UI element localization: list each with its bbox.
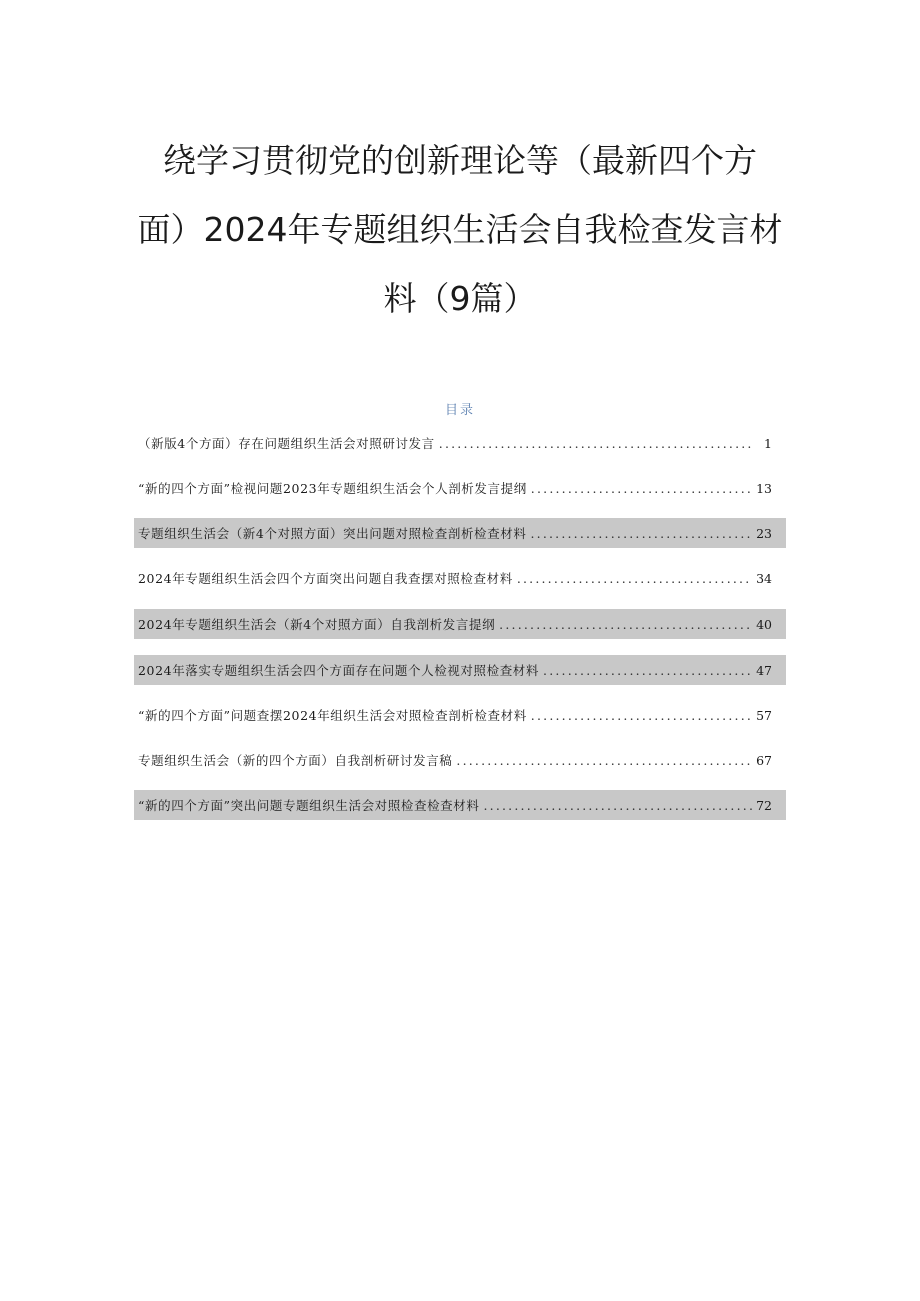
toc-entry-page: 40	[756, 616, 772, 632]
toc-leader-dots	[456, 753, 752, 768]
toc-entry[interactable]	[134, 700, 786, 730]
document-title	[110, 132, 810, 318]
toc-entry-title: 2024年落实专题组织生活会四个方面存在问题个人检视对照检查材料	[138, 663, 540, 678]
toc-heading: 目录	[444, 403, 475, 418]
toc-entry-page: 23	[756, 525, 772, 541]
toc-entry[interactable]	[134, 655, 786, 685]
toc-leader-dots	[543, 663, 752, 678]
toc-entry-title: “新的四个方面”突出问题专题组织生活会对照检查检查材料	[138, 798, 480, 813]
toc-leader-dots	[483, 798, 752, 813]
toc-leader-dots	[530, 526, 752, 541]
toc-entry-title: （新版4个方面）存在问题组织生活会对照研讨发言	[138, 436, 435, 451]
toc-entry-page: 47	[756, 662, 772, 678]
toc-leader-dots	[439, 436, 754, 451]
toc-leader-dots	[531, 708, 752, 723]
toc-entry-page: 34	[756, 570, 772, 586]
toc-entry-page: 57	[756, 707, 772, 723]
toc-leader-dots	[499, 617, 752, 632]
toc-entry-title: 2024年专题组织生活会四个方面突出问题自我查摆对照检查材料	[138, 571, 513, 586]
title-line-3: 料（9篇）	[383, 279, 537, 318]
toc-entry[interactable]	[134, 518, 786, 548]
toc-entry-page: 1	[764, 435, 772, 451]
toc-entry-title: 2024年专题组织生活会（新4个对照方面）自我剖析发言提纲	[138, 617, 496, 632]
title-line-1: 绕学习贯彻党的创新理论等（最新四个方	[163, 141, 757, 180]
toc-entry-page: 72	[756, 797, 772, 813]
toc-entry[interactable]	[134, 428, 786, 458]
title-line-2: 面）2024年专题组织生活会自我检查发言材	[137, 210, 783, 249]
toc-entry-page: 67	[756, 752, 772, 768]
toc-entry[interactable]	[134, 563, 786, 593]
toc-entry[interactable]	[134, 609, 786, 639]
toc-leader-dots	[531, 481, 752, 496]
toc-entry-title: “新的四个方面”问题查摆2024年组织生活会对照检查剖析检查材料	[138, 708, 527, 723]
toc-entry-title: “新的四个方面”检视问题2023年专题组织生活会个人剖析发言提纲	[138, 481, 527, 496]
toc-entry-title: 专题组织生活会（新4个对照方面）突出问题对照检查剖析检查材料	[138, 526, 527, 541]
toc-leader-dots	[517, 571, 752, 586]
toc-entry[interactable]	[134, 745, 786, 775]
toc-entry[interactable]	[134, 473, 786, 503]
toc-entry[interactable]	[134, 790, 786, 820]
toc-entry-title: 专题组织生活会（新的四个方面）自我剖析研讨发言稿	[138, 753, 453, 768]
toc-entry-page: 13	[756, 480, 772, 496]
